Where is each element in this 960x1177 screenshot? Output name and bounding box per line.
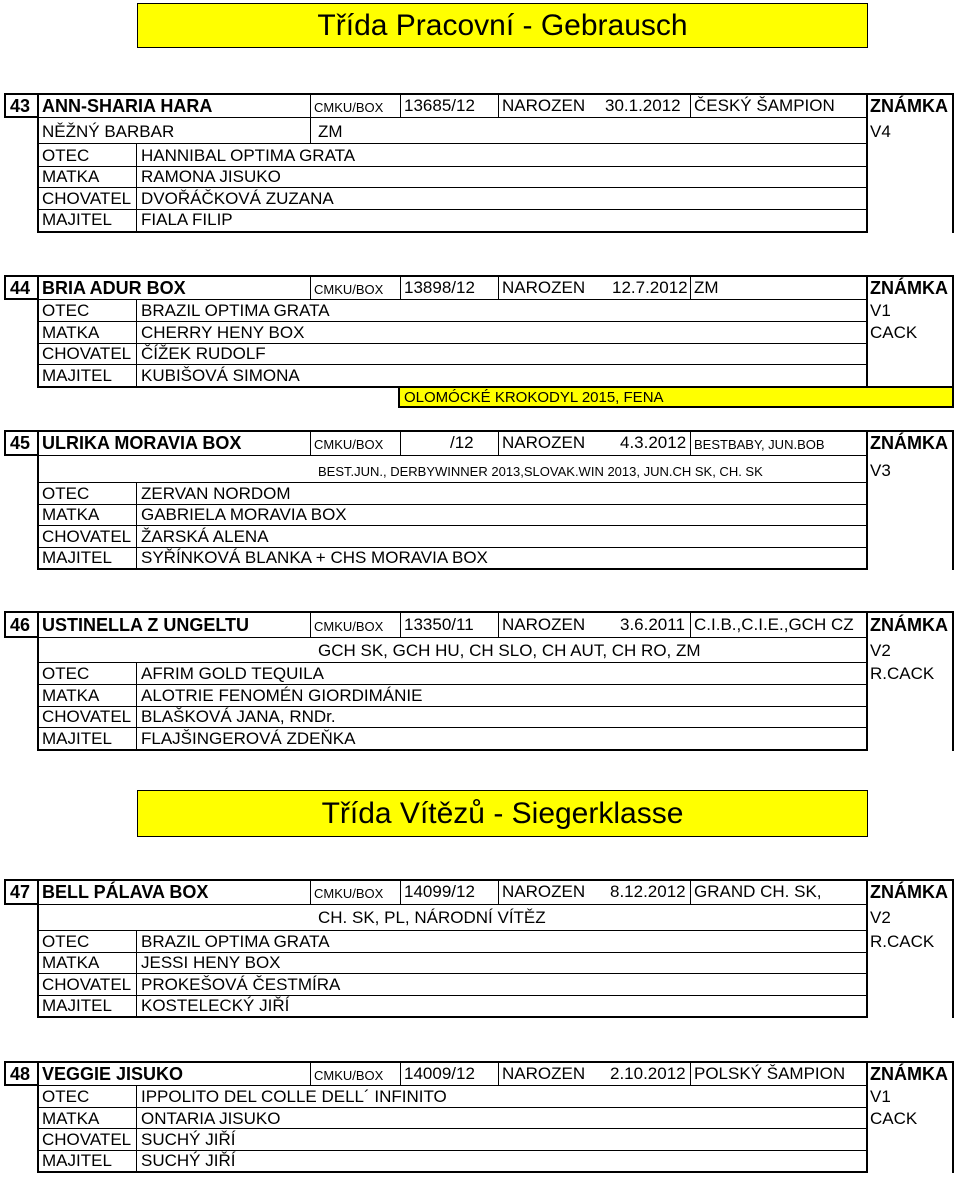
born-label: NAROZEN: [502, 433, 586, 452]
grade-value: V3: [870, 461, 891, 480]
father-label: OTEC: [42, 1087, 90, 1106]
owner-name: FLAJŠINGEROVÁ ZDEŇKA: [141, 729, 356, 748]
owner-label: MAJITEL: [42, 729, 112, 748]
titles: BESTBABY, JUN.BOB: [694, 437, 825, 452]
entry-number: 43: [10, 96, 31, 116]
titles: POLSKÝ ŠAMPION: [694, 1064, 846, 1083]
registry-number: 13350/11: [404, 615, 474, 634]
grade-value: V1: [870, 301, 891, 320]
dog-name: BELL PÁLAVA BOX: [42, 882, 209, 902]
father-name: IPPOLITO DEL COLLE DELL´ INFINITO: [141, 1087, 447, 1106]
owner-label: MAJITEL: [42, 1151, 112, 1170]
dog-name: USTINELLA Z UNGELTU: [42, 615, 249, 635]
owner-name: KUBIŠOVÁ SIMONA: [141, 366, 300, 385]
titles: ZM: [694, 278, 719, 297]
registry-number: 13685/12: [404, 96, 475, 115]
grade-label: ZNÁMKA: [870, 96, 948, 116]
special-award: OLOMÓCKÉ KROKODYL 2015, FENA: [404, 389, 664, 406]
entry-number: 45: [10, 433, 31, 453]
breeder-name: PROKEŠOVÁ ČESTMÍRA: [141, 975, 341, 994]
award: CACK: [870, 323, 918, 342]
registry: CMKU/BOX: [314, 619, 384, 634]
breeder-label: CHOVATEL: [42, 1130, 132, 1149]
breeder-label: CHOVATEL: [42, 975, 132, 994]
registry-number: 14009/12: [404, 1064, 475, 1083]
grade-value: V2: [870, 908, 891, 927]
owner-label: MAJITEL: [42, 210, 112, 229]
mother-label: MATKA: [42, 505, 100, 524]
father-name: ZERVAN NORDOM: [141, 484, 291, 503]
grade-label: ZNÁMKA: [870, 615, 948, 635]
owner-label: MAJITEL: [42, 996, 112, 1015]
dog-name: VEGGIE JISUKO: [42, 1064, 184, 1084]
entry-number: 47: [10, 882, 31, 902]
owner-name: SUCHÝ JIŘÍ: [141, 1151, 236, 1170]
mother-name: CHERRY HENY BOX: [141, 323, 305, 342]
mother-name: ALOTRIE FENOMÉN GIORDIMÁNIE: [141, 686, 423, 705]
titles-line2: CH. SK, PL, NÁRODNÍ VÍTĚZ: [318, 908, 546, 927]
grade-label: ZNÁMKA: [870, 433, 948, 453]
father-label: OTEC: [42, 301, 90, 320]
section-title-text: Třída Pracovní - Gebrausch: [317, 8, 688, 42]
titles: C.I.B.,C.I.E.,GCH CZ: [694, 615, 854, 634]
award: R.CACK: [870, 664, 935, 683]
breeder-label: CHOVATEL: [42, 189, 132, 208]
breeder-name: SUCHÝ JIŘÍ: [141, 1130, 236, 1149]
registry: CMKU/BOX: [314, 886, 384, 901]
grade-value: V2: [870, 641, 891, 660]
owner-label: MAJITEL: [42, 366, 112, 385]
birth-date: 8.12.2012: [610, 882, 686, 901]
grade-value: V1: [870, 1087, 891, 1106]
titles-line2: NĚŽNÝ BARBAR: [42, 122, 175, 141]
owner-name: KOSTELECKÝ JIŘÍ: [141, 996, 290, 1015]
breeder-label: CHOVATEL: [42, 527, 132, 546]
father-label: OTEC: [42, 932, 90, 951]
award: CACK: [870, 1109, 918, 1128]
entry-number: 46: [10, 615, 31, 635]
titles-line2: GCH SK, GCH HU, CH SLO, CH AUT, CH RO, ZM: [318, 641, 701, 660]
birth-date: 12.7.2012: [612, 278, 688, 297]
entry-number: 48: [10, 1064, 31, 1084]
father-label: OTEC: [42, 146, 90, 165]
mother-name: RAMONA JISUKO: [141, 167, 281, 186]
birth-date: 3.6.2011: [620, 615, 685, 634]
mother-label: MATKA: [42, 167, 100, 186]
titles: GRAND CH. SK,: [694, 882, 822, 901]
born-label: NAROZEN: [502, 1064, 586, 1083]
mother-name: JESSI HENY BOX: [141, 953, 281, 972]
born-label: NAROZEN: [502, 615, 586, 634]
father-label: OTEC: [42, 484, 90, 503]
born-label: NAROZEN: [502, 96, 586, 115]
father-name: HANNIBAL OPTIMA GRATA: [141, 146, 356, 165]
father-name: BRAZIL OPTIMA GRATA: [141, 301, 330, 320]
registry: CMKU/BOX: [314, 282, 384, 297]
grade-label: ZNÁMKA: [870, 1064, 948, 1084]
registry: CMKU/BOX: [314, 100, 384, 115]
birth-date: 2.10.2012: [610, 1064, 686, 1083]
born-label: NAROZEN: [502, 278, 586, 297]
dog-name: BRIA ADUR BOX: [42, 278, 186, 298]
registry-number: 14099/12: [404, 882, 475, 901]
breeder-name: ČÍŽEK RUDOLF: [141, 344, 266, 363]
owner-name: FIALA FILIP: [141, 210, 233, 229]
father-name: BRAZIL OPTIMA GRATA: [141, 932, 330, 951]
grade-label: ZNÁMKA: [870, 882, 948, 902]
mother-label: MATKA: [42, 686, 100, 705]
registry-number: /12: [450, 433, 474, 452]
registry-number: 13898/12: [404, 278, 475, 297]
birth-date: 30.1.2012: [605, 96, 681, 115]
section-title-pracovni: [137, 3, 868, 48]
titles-line2: BEST.JUN., DERBYWINNER 2013,SLOVAK.WIN 2013, JUN.CH SK, CH. SK: [318, 464, 763, 479]
mother-label: MATKA: [42, 1109, 100, 1128]
born-label: NAROZEN: [502, 882, 586, 901]
breeder-name: BLAŠKOVÁ JANA, RNDr.: [141, 707, 336, 726]
breeder-label: CHOVATEL: [42, 707, 132, 726]
mother-label: MATKA: [42, 323, 100, 342]
father-label: OTEC: [42, 664, 90, 683]
owner-name: SYŘÍNKOVÁ BLANKA + CHS MORAVIA BOX: [141, 548, 488, 567]
breeder-name: DVOŘÁČKOVÁ ZUZANA: [141, 189, 334, 208]
mother-name: ONTARIA JISUKO: [141, 1109, 281, 1128]
owner-label: MAJITEL: [42, 548, 112, 567]
registry: CMKU/BOX: [314, 437, 384, 452]
father-name: AFRIM GOLD TEQUILA: [141, 664, 324, 683]
section-title-text: Třída Vítězů - Siegerklasse: [321, 796, 684, 830]
dog-name: ULRIKA MORAVIA BOX: [42, 433, 242, 453]
section-title-vitezu: [137, 790, 868, 837]
grade-label: ZNÁMKA: [870, 278, 948, 298]
breeder-name: ŽARSKÁ ALENA: [141, 527, 269, 546]
grade-value: V4: [870, 122, 891, 141]
entry-number: 44: [10, 278, 31, 298]
breeder-label: CHOVATEL: [42, 344, 132, 363]
mother-name: GABRIELA MORAVIA BOX: [141, 505, 347, 524]
registry: CMKU/BOX: [314, 1068, 384, 1083]
mother-label: MATKA: [42, 953, 100, 972]
birth-date: 4.3.2012: [620, 433, 687, 452]
award: R.CACK: [870, 932, 935, 951]
titles: ČESKÝ ŠAMPION: [694, 96, 835, 115]
dog-name: ANN-SHARIA HARA: [42, 96, 213, 116]
titles-line2b: ZM: [318, 122, 343, 141]
